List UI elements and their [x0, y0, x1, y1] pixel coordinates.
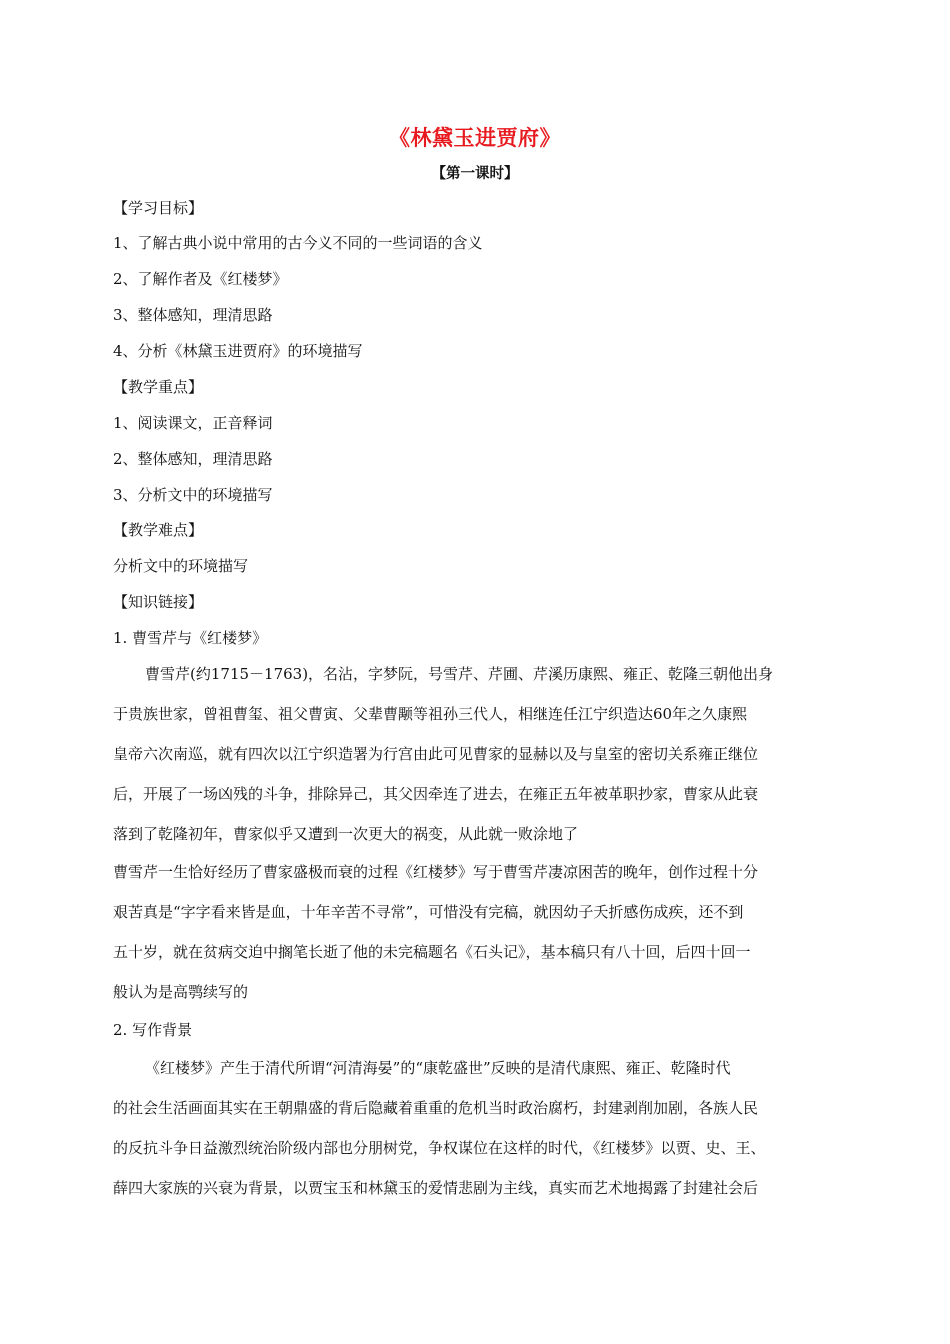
focus-item: 3、分析文中的环境描写	[113, 486, 273, 504]
paragraph-line: 曹雪芹一生恰好经历了曹家盛极而衰的过程《红楼梦》写于曹雪芹凄凉困苦的晚年，创作过程十分	[113, 863, 759, 881]
focus-heading: 【教学重点】	[113, 378, 204, 396]
lesson-subtitle: 【第一课时】	[431, 166, 519, 182]
paragraph-line: 的社会生活画面其实在王朝鼎盛的背后隐藏着重重的危机当时政治腐朽，封建剥削加剧，各族人民	[113, 1099, 759, 1117]
goal-item: 3、整体感知，理清思路	[113, 306, 273, 324]
knowledge-subheading: 2. 写作背景	[113, 1021, 193, 1039]
difficulty-heading: 【教学难点】	[113, 521, 204, 539]
paragraph-line: 《红楼梦》产生于清代所谓“河清海晏”的“康乾盛世”反映的是清代康熙、雍正、乾隆时代	[145, 1059, 731, 1077]
paragraph-line: 后，开展了一场凶残的斗争，排除异己，其父因牵连了进去，在雍正五年被革职抄家，曹家从此衰	[113, 785, 759, 803]
paragraph-line: 皇帝六次南巡，就有四次以江宁织造署为行宫由此可见曹家的显赫以及与皇室的密切关系雍正继位	[113, 745, 759, 763]
goal-item: 2、了解作者及《红楼梦》	[113, 270, 288, 288]
paragraph-line: 落到了乾隆初年，曹家似乎又遭到一次更大的祸变，从此就一败涂地了	[113, 825, 579, 843]
page-title: 《林黛玉进贾府》	[389, 126, 561, 150]
goals-heading: 【学习目标】	[113, 199, 204, 217]
paragraph-line: 薛四大家族的兴衰为背景，以贾宝玉和林黛玉的爱情悲剧为主线，真实而艺术地揭露了封建社会后	[113, 1179, 759, 1197]
difficulty-text: 分析文中的环境描写	[113, 557, 249, 575]
focus-item: 2、整体感知，理清思路	[113, 450, 273, 468]
paragraph-line: 五十岁，就在贫病交迫中搁笔长逝了他的未完稿题名《石头记》，基本稿只有八十回，后四十回一	[113, 943, 751, 961]
paragraph-line: 般认为是高鹗续写的	[113, 983, 249, 1001]
knowledge-subheading: 1. 曹雪芹与《红楼梦》	[113, 629, 268, 647]
paragraph-line: 曹雪芹(约1715－1763)，名沾，字梦阮，号雪芹、芹圃、芹溪历康熙、雍正、乾隆三朝他出身	[145, 665, 774, 683]
paragraph-line: 艰苦真是“字字看来皆是血，十年辛苦不寻常”，可惜没有完稿，就因幼子夭折感伤成疾，还不到	[113, 903, 744, 921]
knowledge-heading: 【知识链接】	[113, 593, 204, 611]
paragraph-line: 于贵族世家，曾祖曹玺、祖父曹寅、父辈曹颙等祖孙三代人，相继连任江宁织造达60年之久康熙	[113, 705, 748, 723]
goal-item: 4、分析《林黛玉进贾府》的环境描写	[113, 342, 363, 360]
focus-item: 1、阅读课文，正音释词	[113, 414, 273, 432]
paragraph-line: 的反抗斗争日益激烈统治阶级内部也分朋树党，争权谋位在这样的时代，《红楼梦》以贾、史、王、	[113, 1139, 766, 1157]
goal-item: 1、了解古典小说中常用的古今义不同的一些词语的含义	[113, 234, 483, 252]
